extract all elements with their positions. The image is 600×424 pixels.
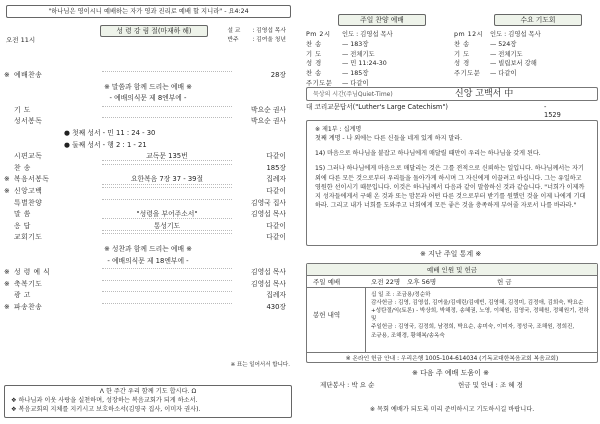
order-row [4, 210, 292, 222]
standing-mark: ※ [4, 71, 10, 79]
standing-mark: ※ [4, 186, 10, 195]
order-item-name: 예배찬송 [14, 71, 43, 79]
officiant-preacher [227, 27, 286, 36]
service-item [306, 69, 446, 79]
service-item [306, 40, 446, 50]
service-time: pm 12시 [454, 31, 484, 38]
catechism-name: 대 코리교문답서("Luther's Large Catechism") [306, 103, 448, 111]
order-item-detail: 통성기도 [102, 222, 232, 231]
service-item-value: — 다같이 [342, 79, 369, 87]
scripture-quote: "하나님은 영이시니 예배하는 자가 영과 진리로 예배 할 지니라" - 요4:24 [6, 5, 291, 18]
order-item-leader: 김영섭 목사 [251, 279, 286, 288]
order-item-detail: 교독문 135번 [102, 152, 232, 161]
order-item-detail: 요한복음 7장 37 - 39절 [102, 175, 232, 184]
service-item-value: — 민 11:24-30 [342, 60, 387, 68]
order-item-name: 성서봉독 [14, 117, 43, 126]
order-item-detail [102, 233, 232, 234]
order-item-leader: 김영국 집사 [251, 198, 286, 207]
service-time-row [454, 30, 596, 40]
order-item-detail: ※ 말씀과 함께 드리는 예배 ※ [104, 82, 192, 91]
offering-line: 십 일 조 : 조금용/정순하 [371, 292, 431, 298]
preparation-note: ※ 목회 예배가 되도록 미리 준비하시고 기도하시길 바랍니다. [369, 406, 535, 413]
order-item-detail: "성령을 부어주소서" [102, 210, 232, 219]
order-row [4, 199, 292, 211]
confession-paragraph: ※ 제1부 : 십계명 첫째 계명 - 나 외에는 다른 신들을 네게 있게 하지 말라. [315, 126, 463, 143]
service-item [454, 40, 596, 50]
service-item-value: — 185장 [342, 70, 369, 77]
service-item-label: 찬 송 [306, 70, 322, 77]
divider [365, 288, 366, 352]
service-item [306, 59, 446, 69]
order-row [4, 129, 292, 141]
order-item-leader: 28장 [270, 71, 286, 79]
standing-mark: ※ [4, 279, 10, 288]
service-item [306, 50, 446, 60]
attendance-pm: 오후 56명 [407, 278, 437, 286]
order-item-leader: 430장 [266, 302, 286, 311]
order-row [4, 245, 292, 257]
officiant-value: : 김영섭 목사 [252, 28, 286, 34]
order-row [4, 187, 292, 199]
service-item-label: 기 도 [306, 50, 322, 58]
order-item-detail [102, 164, 232, 165]
order-item-name: 축복기도 [14, 279, 43, 288]
order-row [4, 141, 292, 153]
offering-line: 주일헌금 : 김영국, 김정희, 남경희, 박요순, 송미숙, 이미자, 정성국, 조해원, 정희진, [371, 324, 575, 331]
order-item-name: 복음서봉독 [14, 175, 50, 184]
order-item-leader: 다같이 [266, 186, 286, 195]
service-item-value: — 빌립보서 강해 [490, 60, 537, 68]
confession-paragraph: 15) 그러나 하나님에게 마음으로 매달리는 것은 그를 전적으로 신뢰하는 일입니다. 하나님께서는 자기 외에 다른 모든 것으로부터 우리들을 돌아가게 하시며 그 자신에게 이끌려고 하십니다. 그는 유일하고 영원한 선이시기 때문입니다. 이것은 하나님께서 다음과 같이 말씀하신 것과 같습니다. "너희가 이제까지 성자들에게서 구해 온 것과 또는 맘몬과 어떤 다른 것으로부터 받기를 원했던 것을 이제 나에게 기대하라. 그리고 내가 너희를 도와주고 너희에게 모든 좋은 것을 충족하게 부어줄 자로서 나를 바라라." [315, 165, 586, 209]
service-preacher: 인도 : 김영섭 목사 [490, 31, 541, 38]
officiants [227, 27, 286, 45]
offering-table [306, 263, 598, 363]
order-item-name: 신앙고백 [14, 186, 43, 195]
order-item-detail [102, 303, 232, 304]
order-row [4, 257, 292, 269]
order-row [4, 222, 292, 234]
main-service-header: 주일 찬양 예배 [338, 14, 426, 26]
order-item-leader: 박요순 권사 [251, 117, 286, 126]
order-row [4, 164, 292, 176]
altar-service: 제단봉사 : 박 요 순 [320, 381, 375, 389]
service-title: 성 령 강 림 절(마재하 해) [100, 25, 208, 37]
standing-note: ※ 표는 일어서서 합니다. [230, 362, 290, 368]
officiant-value: : 김여울 청년 [252, 36, 286, 43]
attendance-am: 오전 22명 [371, 278, 401, 286]
order-item-detail: - 예배의식문 제 18엔부에 - [107, 256, 189, 265]
service-item-label: 성 경 [454, 60, 470, 68]
service-item [454, 59, 596, 69]
service-item-value: — 183장 [342, 40, 369, 48]
offering-details [307, 288, 597, 352]
offering-line: +성탄절/익(토론) - 박상희, 박해정, 송혜권, 노영, 이혜원, 김영국, 정혜원, 정혜원기, 전하 및 [371, 308, 589, 323]
order-item-leader: 김영섭 목사 [251, 268, 286, 277]
order-item-leader: 김영섭 목사 [251, 210, 286, 219]
order-row [4, 291, 292, 303]
catechism-year: - 1529 [544, 103, 561, 119]
order-row [4, 71, 292, 83]
info-page [302, 0, 598, 424]
service-item [454, 69, 596, 79]
offering-label: 헌 금 [497, 278, 512, 286]
prayer-box [4, 385, 292, 418]
order-item-name: 시편교독 [14, 152, 43, 161]
order-item-detail: ※ 성찬과 함께 드리는 예배 ※ [104, 244, 192, 253]
order-list [4, 71, 292, 314]
order-item-leader: 다같이 [266, 233, 286, 242]
order-item-detail [102, 199, 232, 200]
order-row [4, 83, 292, 95]
order-row [4, 152, 292, 164]
order-item-detail [102, 187, 232, 188]
order-item-detail [102, 71, 232, 72]
service-item-label: 주기도문 [306, 79, 333, 87]
offering-line: 감사헌금 : 김영, 김영섭, 김여울/김예린/김예빈, 김영해, 김정미, 김정애, 김희숙, 박요순 [371, 300, 584, 307]
confession-source [306, 103, 561, 119]
order-item-leader: 박요순 권사 [251, 105, 286, 114]
confession-title: 신앙 고백서 中 [455, 89, 514, 99]
order-of-worship-page [0, 0, 296, 424]
order-item-name: 찬 송 [14, 163, 31, 172]
online-offering-note: ※ 온라인 헌금 안내 : 우리은행 1005-104-614034 (기독교대한복음교회 복음교회) [307, 352, 597, 364]
confession-paragraph: 14) 마음으로 하나님을 붙잡고 하나님에게 매달릴 때만이 우리는 하나님을 갖게 된다. [315, 150, 541, 158]
service-item-value: — 전체기도 [342, 50, 375, 58]
order-row [4, 280, 292, 292]
order-item-leader: 185장 [266, 163, 286, 172]
service-item-label: 주기도문 [454, 70, 481, 77]
order-row [4, 233, 292, 245]
service-time-row [306, 30, 446, 40]
order-item-name: 기 도 [14, 105, 31, 114]
officiant-label: 설 교 [227, 28, 241, 34]
order-row [4, 94, 292, 106]
meditation-tag: 묵상의 시간(주님Quiet-Time) [313, 91, 393, 98]
order-item-detail: - 예배의식문 제 8엔부에 - [109, 94, 187, 103]
next-week-title: ※ 다음 주 예배 도움이 ※ [412, 369, 489, 377]
offering-table-header: 예배 인원 및 헌금 [307, 264, 597, 276]
order-row [4, 268, 292, 280]
service-item-value: — 다같이 [490, 70, 517, 77]
service-item-value: — 524장 [490, 40, 517, 48]
order-item-name: 특별찬양 [14, 198, 43, 207]
service-item-label: 찬 송 [306, 40, 322, 48]
service-item-value: — 전체기도 [490, 50, 523, 58]
order-row [4, 175, 292, 187]
order-item-name: 응 답 [14, 221, 31, 230]
attendance-row [307, 276, 597, 288]
service-item-label: 기 도 [454, 50, 470, 58]
order-item-detail: ● 둘째 성서 - 행 2 : 1 - 21 [64, 140, 147, 149]
order-item-detail [102, 280, 232, 281]
order-item-detail [102, 291, 232, 292]
usher-service: 헌금 및 안내 : 조 혜 경 [458, 381, 523, 389]
confession-header [306, 87, 598, 101]
order-item-detail [102, 106, 232, 107]
order-item-name: 성 령 예 식 [14, 268, 51, 277]
main-service-list [306, 30, 446, 89]
order-item-leader: 다같이 [266, 152, 286, 161]
offering-line: 조규용, 조해경, 황해복/송옥숙 [371, 332, 445, 339]
offering-lines [371, 291, 593, 340]
service-info [6, 27, 292, 53]
officiant-label: 반주 [227, 36, 239, 43]
order-item-leader: 다같이 [266, 221, 286, 230]
order-item-name: 파송찬송 [14, 302, 43, 311]
confession-body [306, 120, 598, 246]
prayer-item: ❖ 복음교회의 지체를 지키시고 보호하소서(김영국 집사, 이미자 권사). [11, 405, 201, 413]
order-item-name: 말 씀 [14, 210, 31, 219]
service-item [454, 50, 596, 60]
wed-service-header: 수요 기도회 [494, 14, 582, 26]
standing-mark: ※ [4, 175, 10, 184]
order-item-detail: ● 첫째 성서 - 민 11 : 24 - 30 [64, 128, 156, 137]
service-preacher: 인도 : 김영섭 목사 [342, 31, 393, 38]
order-item-name: 교회기도 [14, 233, 43, 242]
standing-mark: ※ [4, 268, 10, 277]
last-week-title: ※ 지난 주일 통계 ※ [420, 250, 482, 258]
attendance-label: 주일 예배 [313, 278, 341, 286]
order-item-name: 광 고 [14, 291, 31, 300]
order-row [4, 106, 292, 118]
order-row [4, 117, 292, 129]
offering-row-label: 봉헌 내역 [313, 311, 341, 319]
order-item-leader: 집례자 [266, 291, 286, 300]
service-time: 오전 11시 [6, 36, 36, 44]
service-time: Pm 2시 [306, 31, 331, 38]
officiant-accompanist [227, 36, 286, 45]
standing-mark: ※ [4, 302, 10, 311]
service-item-label: 성 경 [306, 60, 322, 68]
wed-service-list [454, 30, 596, 79]
prayer-item: ❖ 하나님과 이웃 사랑을 실천하며, 성장하는 복음교회가 되게 하소서. [11, 396, 198, 404]
order-item-detail [102, 268, 232, 269]
prayer-heading: Λ 한 주간 우리 함께 기도 합시다. Ω [99, 388, 197, 395]
order-item-detail [102, 117, 232, 118]
order-item-leader: 집례자 [266, 175, 286, 184]
order-row [4, 303, 292, 315]
service-item-label: 찬 송 [454, 40, 470, 48]
